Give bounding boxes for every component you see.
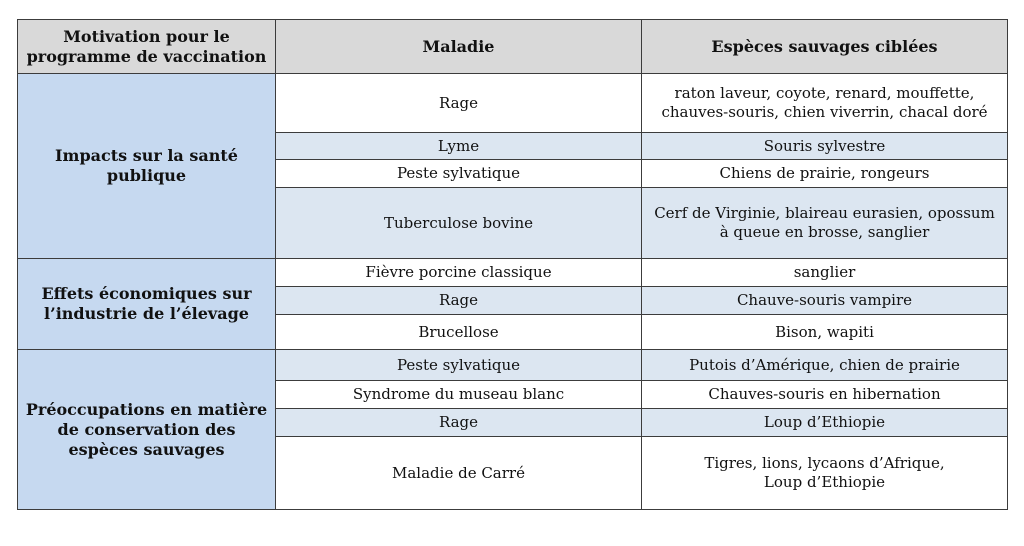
disease-cell: Peste sylvatique [276, 160, 642, 188]
species-cell: Souris sylvestre [642, 133, 1008, 160]
group-conservation: Préoccupations en matière de conservation des espèces sauvages [18, 350, 276, 510]
disease-cell: Rage [276, 287, 642, 315]
header-species: Espèces sauvages ciblées [642, 20, 1008, 74]
species-cell: Chauves-souris en hibernation [642, 381, 1008, 409]
table-row [18, 259, 1008, 287]
species-cell: Cerf de Virginie, blaireau eurasien, opossum à queue en brosse, sanglier [642, 188, 1008, 259]
disease-cell: Brucellose [276, 315, 642, 350]
vaccination-table [17, 19, 1008, 510]
disease-cell: Syndrome du museau blanc [276, 381, 642, 409]
header-disease: Maladie [276, 20, 642, 74]
species-cell: Tigres, lions, lycaons d’Afrique, Loup d’Ethiopie [642, 437, 1008, 510]
disease-cell: Rage [276, 409, 642, 437]
species-cell: Chiens de prairie, rongeurs [642, 160, 1008, 188]
species-cell: sanglier [642, 259, 1008, 287]
header-row [18, 20, 1008, 74]
header-motivation: Motivation pour le programme de vaccination [18, 20, 276, 74]
disease-cell: Maladie de Carré [276, 437, 642, 510]
disease-cell: Tuberculose bovine [276, 188, 642, 259]
disease-cell: Lyme [276, 133, 642, 160]
disease-cell: Rage [276, 74, 642, 133]
species-cell: Putois d’Amérique, chien de prairie [642, 350, 1008, 381]
species-cell: Bison, wapiti [642, 315, 1008, 350]
species-cell: raton laveur, coyote, renard, mouffette, chauves-souris, chien viverrin, chacal doré [642, 74, 1008, 133]
group-economic: Effets économiques sur l’industrie de l’élevage [18, 259, 276, 350]
disease-cell: Fièvre porcine classique [276, 259, 642, 287]
group-public-health: Impacts sur la santé publique [18, 74, 276, 259]
table-row [18, 350, 1008, 381]
disease-cell: Peste sylvatique [276, 350, 642, 381]
species-cell: Chauve-souris vampire [642, 287, 1008, 315]
species-cell: Loup d’Ethiopie [642, 409, 1008, 437]
table-row [18, 74, 1008, 133]
